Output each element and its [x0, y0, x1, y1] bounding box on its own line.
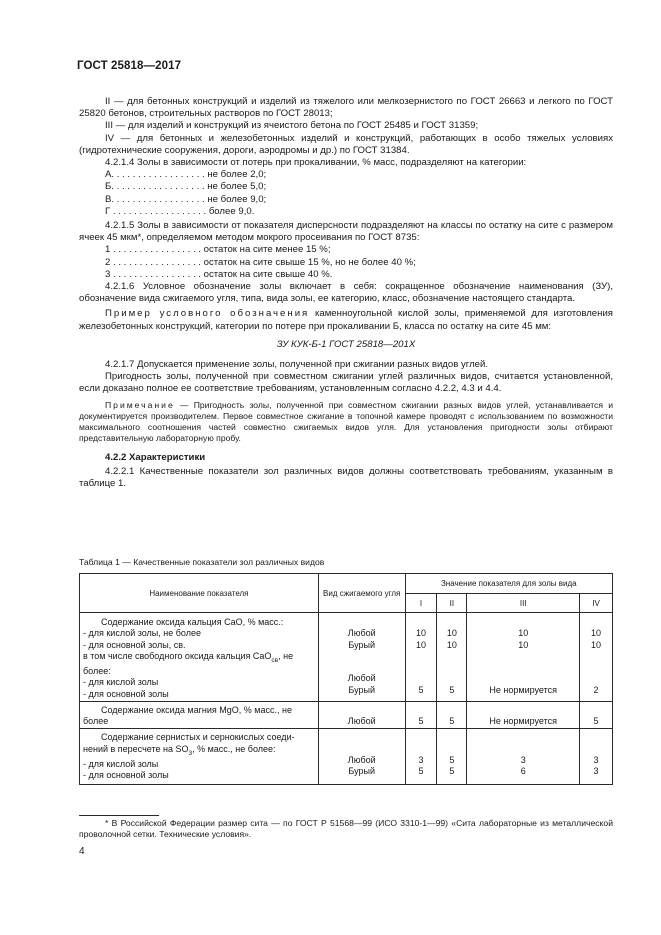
col-header-fuel: Вид сжигаемого угля: [318, 574, 405, 613]
value: 3: [418, 755, 424, 766]
cao-i-cell: [405, 613, 437, 702]
table-header-row: [80, 574, 613, 594]
table-row: [80, 701, 613, 729]
cao-iii-cell: [467, 613, 580, 702]
cao-free-title: [83, 651, 315, 666]
so3-ii-cell: [437, 729, 467, 785]
example-text: каменноугольной кислой золы, применяемой для изготовления железобетонных конструкций, категории по потере при прокаливании Б, класса по остатку на сите 45 мм:: [79, 308, 613, 332]
clause-4-2-1-5: 4.2.1.5 Золы в зависимости от показателя дисперсности подразделяют на классы по остатку на сите с размером ячеек 45 мкм*, определяемом методом мокрого просеивания по ГОСТ 8735:: [79, 220, 613, 244]
fuel-brown: Бурый: [348, 639, 375, 650]
sieve-class-2: 2 . . . . . . . . . . . . . . . . . остаток на сите свыше 15 %, но не более 40 %;: [105, 256, 416, 268]
category-b: Б. . . . . . . . . . . . . . . . . . не более 5,0;: [105, 181, 267, 193]
value: 6: [520, 766, 526, 777]
value: 10: [416, 639, 427, 650]
cao-free-text: в том числе свободного оксида кальция CaO: [83, 650, 272, 661]
class-ii-paragraph: II — для бетонных конструкций и изделий из тяжелого или мелкозернистого по ГОСТ 26663 и легкого по ГОСТ 25820 бетонов, строительных растворов по ГОСТ 28013;: [79, 96, 613, 120]
so3-title-tail: , % масс., не более:: [192, 743, 276, 754]
so3-iii-cell: [467, 729, 580, 785]
so3-title: Содержание сернистых и сернокислых соеди-: [101, 732, 295, 743]
category-a: А. . . . . . . . . . . . . . . . . . не более 2,0;: [105, 169, 267, 181]
col-header-ii: II: [437, 594, 467, 613]
value: 10: [518, 639, 529, 650]
example-label: Пример условного обозначения: [105, 308, 310, 320]
designation-formula: ЗУ КУК-Б-1 ГОСТ 25818—201Х: [276, 338, 416, 350]
cao-free-title-2: более:: [83, 665, 111, 676]
clause-4-2-1-4: 4.2.1.4 Золы в зависимости от потерь при прокаливании, % масс, подразделяют на категории:: [105, 157, 527, 169]
value: 5: [593, 716, 599, 727]
so3-sub: 3: [188, 749, 193, 757]
cao-title: Содержание оксида кальция CaO, % масс.:: [101, 617, 284, 627]
value: 10: [591, 639, 602, 650]
not-normalized: Не нормируется: [489, 684, 558, 695]
cao-free-basic: - для основной золы: [83, 688, 169, 699]
mgo-ii-cell: [437, 701, 467, 729]
cao-free-sub: св: [271, 656, 279, 664]
col-header-iv: IV: [580, 594, 613, 613]
value: 3: [520, 755, 526, 766]
col-header-name: Наименование показателя: [80, 574, 319, 613]
footnote-divider: [79, 815, 159, 816]
col-header-values: Значение показателя для золы вида: [405, 574, 612, 594]
so3-iv-cell: [580, 729, 613, 785]
cao-fuel-cell: [318, 613, 405, 702]
cao-free-text-tail: , не: [278, 650, 294, 661]
value: 10: [446, 628, 457, 639]
mgo-name-cell: [80, 701, 319, 729]
value: 5: [418, 684, 424, 695]
so3-title-text: нений в пересчете на SO: [83, 743, 189, 754]
value: 10: [591, 628, 602, 639]
body-text: [79, 96, 613, 490]
value: 2: [593, 684, 599, 695]
fuel-brown: Бурый: [348, 766, 375, 777]
value: 5: [418, 716, 424, 727]
page-number: 4: [79, 846, 85, 857]
fuel-any: Любой: [347, 716, 376, 727]
mgo-iv-cell: [580, 701, 613, 729]
footnote: * В Российской Федерации размер сита — по ГОСТ Р 51568—99 (ИСО 3310-1—99) «Сита лабораторные из металлической проволочной сетки. Технические условия».: [79, 818, 613, 839]
fuel-brown: Бурый: [348, 684, 375, 695]
clause-4-2-1-7: 4.2.1.7 Допускается применение золы, полученной при сжигании разных видов углей.: [105, 359, 489, 371]
value: 5: [449, 716, 455, 727]
col-header-i: I: [405, 594, 437, 613]
so3-i-cell: [405, 729, 437, 785]
example-paragraph: [79, 308, 613, 332]
value: 5: [449, 684, 455, 695]
so3-name-cell: [80, 729, 319, 785]
cao-free-acid: - для кислой золы: [83, 677, 159, 688]
cao-basic: - для основной золы, св.: [83, 639, 186, 650]
value: 5: [418, 766, 424, 777]
value: 10: [446, 639, 457, 650]
value: 3: [593, 755, 599, 766]
not-normalized: Не нормируется: [489, 716, 558, 727]
note-paragraph: [79, 400, 613, 444]
mgo-title-2: более: [83, 716, 109, 727]
category-g: Г . . . . . . . . . . . . . . . . . . более 9,0.: [105, 205, 255, 217]
so3-basic: - для основной золы: [83, 770, 169, 781]
clause-4-2-1-6: 4.2.1.6 Условное обозначение золы включает в себя: сокращенное обозначение наименования (ЗУ), обозначение вида сжигаемого угля, типа, вида золы, ее категорию, класс, обозначение настоящего стандарта.: [79, 281, 613, 305]
value: 5: [449, 766, 455, 777]
class-iv-paragraph: IV — для бетонных и железобетонных изделий и конструкций, работающих в особо тяжелых условиях (гидротехнические сооружения, дороги, аэродромы и др.) по ГОСТ 31384.: [79, 132, 613, 156]
clause-4-2-1-7-suitability: Пригодность золы, полученной при совместном сжигании углей различных видов, считается установленной, если доказано полное ее соответствие требованиям, установленным согласно 4.2.2, 4.3 и 4.4.: [79, 371, 613, 395]
note-label: Примечание: [105, 399, 175, 410]
fuel-any: Любой: [347, 673, 376, 684]
cao-name-cell: [80, 613, 319, 702]
mgo-title: Содержание оксида магния MgO, % масс., не: [101, 704, 292, 715]
category-v: В. . . . . . . . . . . . . . . . . . не более 9,0;: [105, 193, 267, 205]
value: 10: [416, 628, 427, 639]
value: 3: [593, 766, 599, 777]
mgo-fuel-cell: [318, 701, 405, 729]
table-row: [80, 613, 613, 702]
clause-4-2-2-1: 4.2.2.1 Качественные показатели зол различных видов должны соответствовать требованиям, указанным в таблице 1.: [79, 465, 613, 490]
document-header: ГОСТ 25818—2017: [77, 60, 182, 72]
table-row: [80, 729, 613, 785]
cao-iv-cell: [580, 613, 613, 702]
note-text: — Пригодность золы, полученной при совместном сжигании разных видов углей, устанавливается и документируется производителем. Первое совместное сжигание в топочной камере проводят с использованием по возможности максимального соотношения частей совместно сжигаемых видов угля. Для установления пригодности золы отбирают представительную лабораторную пробу.: [79, 399, 613, 443]
fuel-any: Любой: [347, 755, 376, 766]
cao-acid: - для кислой золы, не более: [83, 628, 201, 639]
value: 5: [449, 755, 455, 766]
so3-title-2: [83, 744, 315, 759]
mgo-i-cell: [405, 701, 437, 729]
value: 10: [518, 628, 529, 639]
so3-acid: - для кислой золы: [83, 758, 159, 769]
sieve-class-1: 1 . . . . . . . . . . . . . . . . . остаток на сите менее 15 %;: [105, 244, 331, 256]
section-heading-4-2-2: 4.2.2 Характеристики: [105, 451, 206, 463]
mgo-iii-cell: [467, 701, 580, 729]
table-caption: Таблица 1 — Качественные показатели зол различных видов: [79, 557, 325, 567]
cao-ii-cell: [437, 613, 467, 702]
fuel-any: Любой: [347, 628, 376, 639]
quality-table: [79, 573, 613, 785]
so3-fuel-cell: [318, 729, 405, 785]
class-iii-paragraph: III — для изделий и конструкций из ячеистого бетона по ГОСТ 25485 и ГОСТ 31359;: [105, 120, 479, 132]
sieve-class-3: 3 . . . . . . . . . . . . . . . . . остаток на сите свыше 40 %.: [105, 268, 333, 280]
col-header-iii: III: [467, 594, 580, 613]
